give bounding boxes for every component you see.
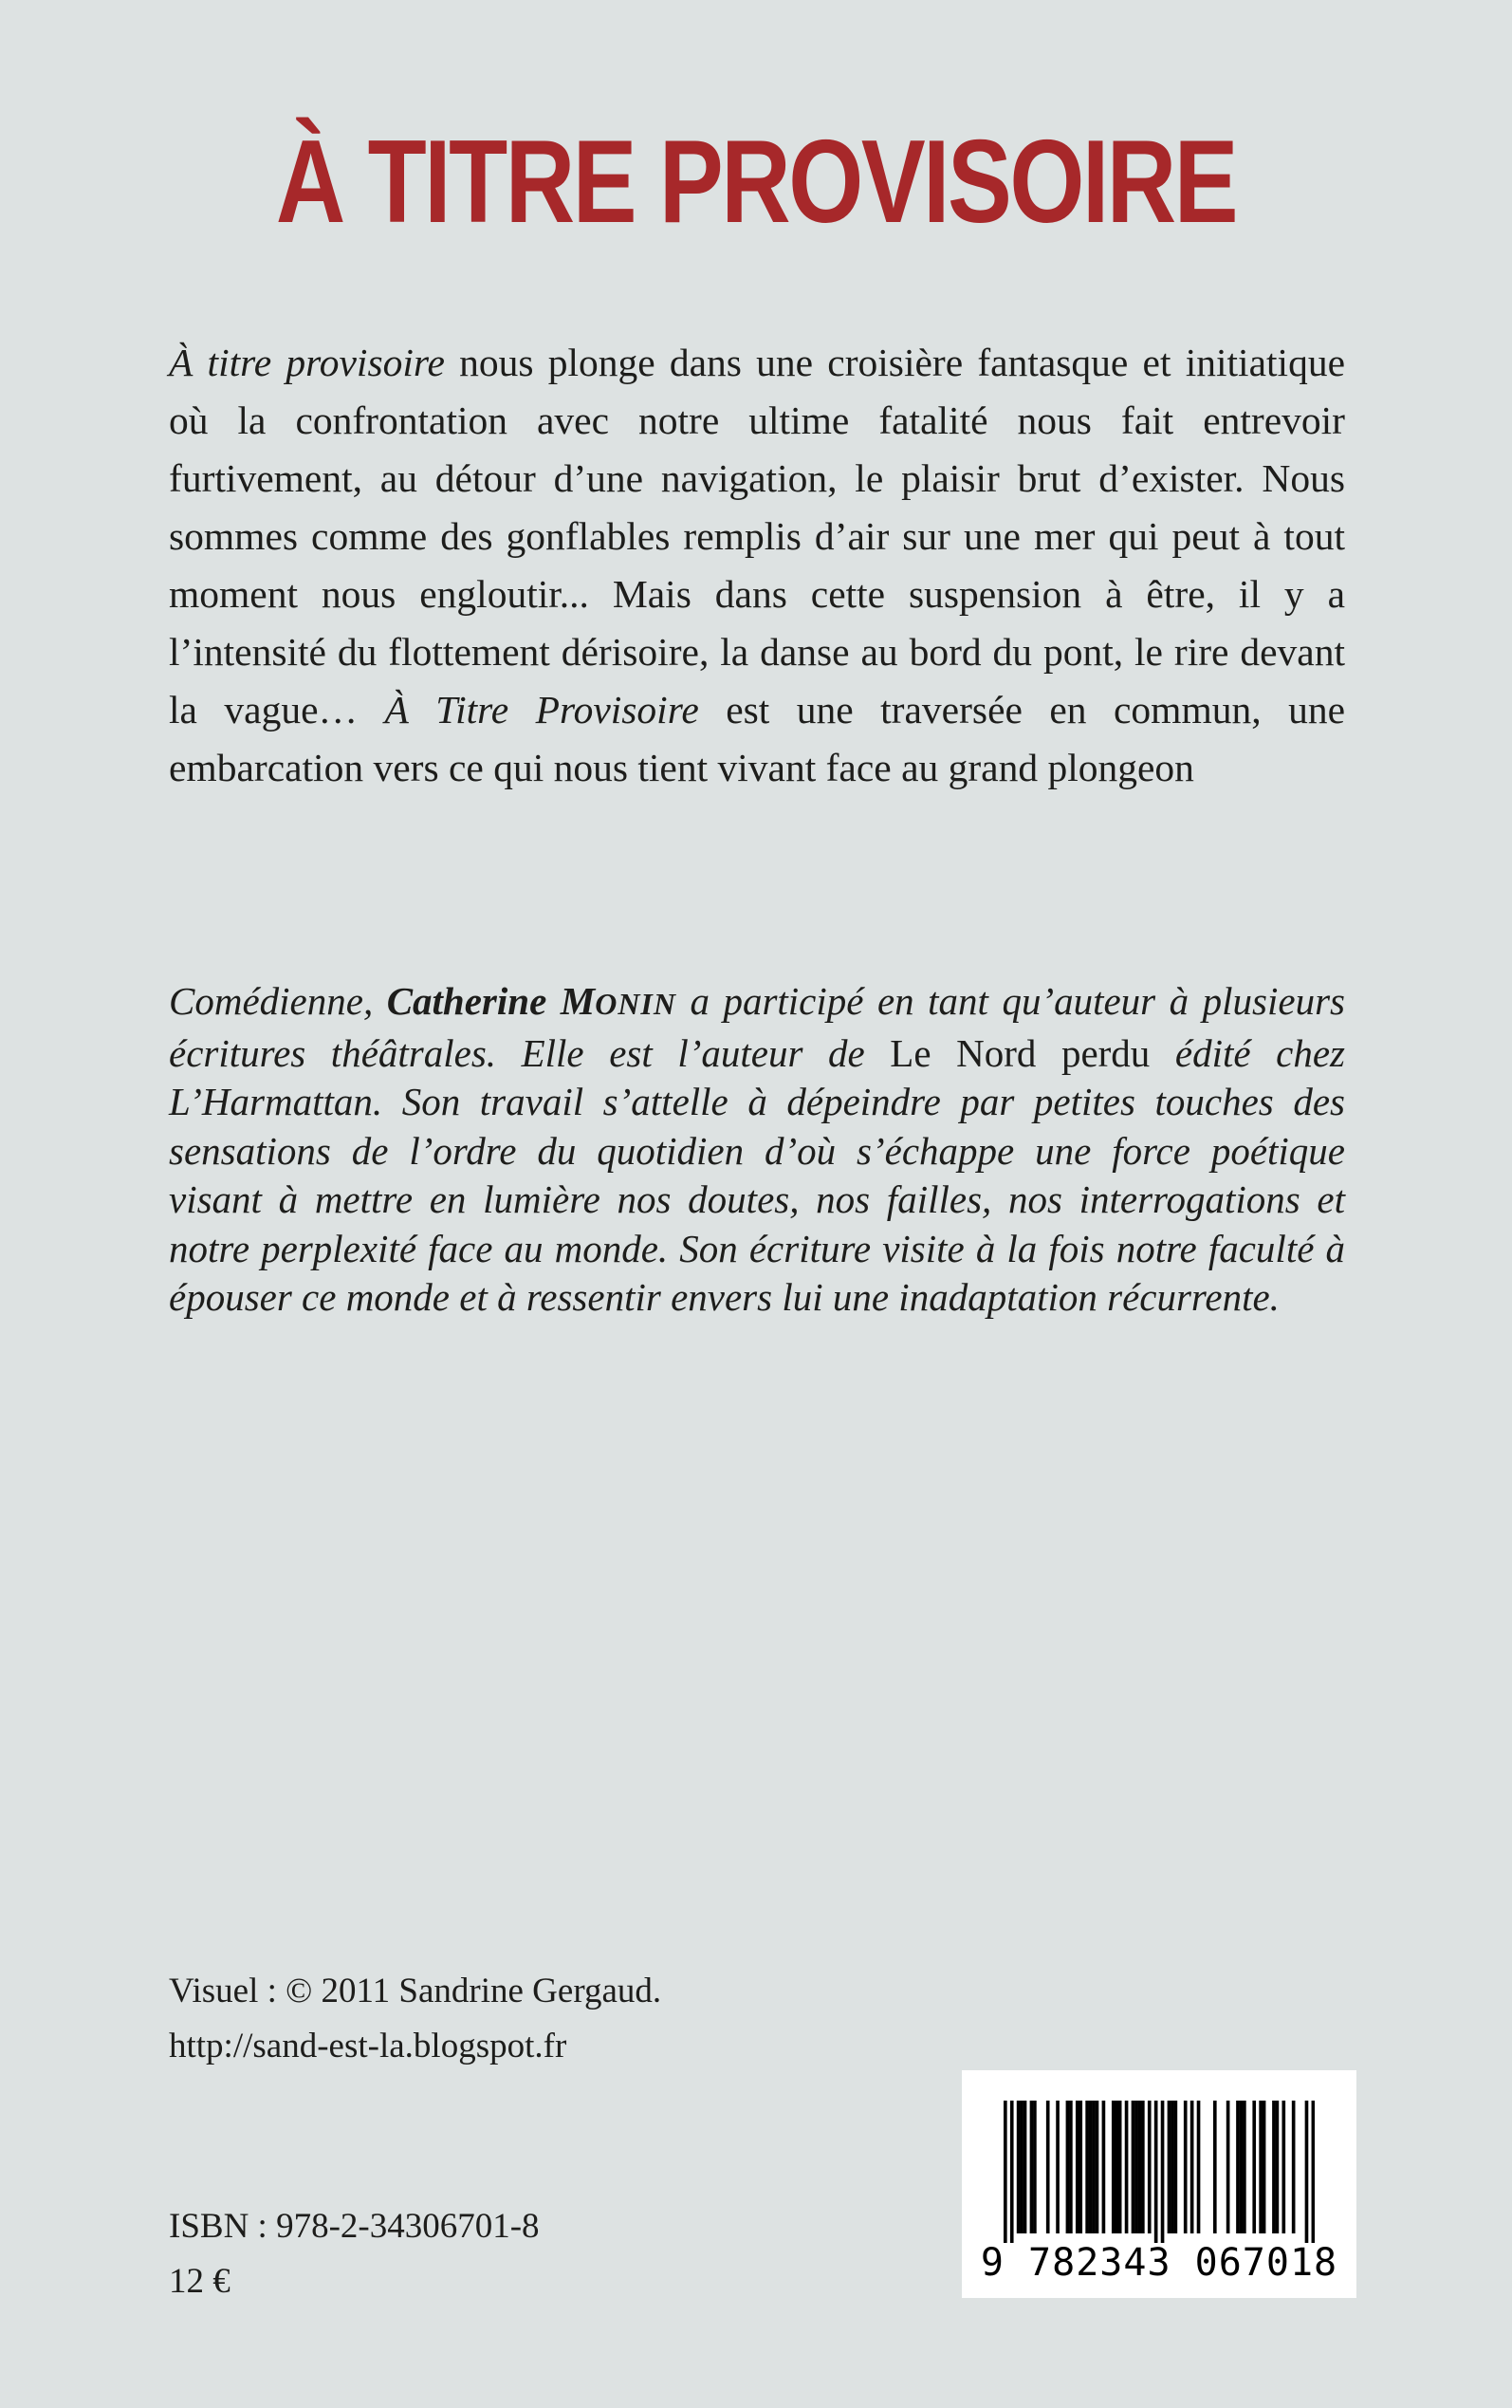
barcode-bar: [1033, 2101, 1037, 2233]
barcode-bar: [1132, 2101, 1135, 2233]
barcode-bar: [1069, 2101, 1073, 2233]
barcode-bar: [1004, 2101, 1007, 2243]
barcode-bar: [1141, 2101, 1145, 2233]
barcode-bar: [1276, 2101, 1280, 2233]
barcode-bar: [1056, 2101, 1060, 2233]
barcode-bar: [1092, 2101, 1096, 2233]
barcode-bar: [1102, 2101, 1106, 2233]
barcode-bar: [1138, 2101, 1142, 2233]
visual-credit: Visuel : © 2011 Sandrine Gergaud.: [169, 1972, 662, 2010]
author-bio-middle: a participé en tant qu’auteur à plusieurs écritures théâtrales. Elle est l’auteur de: [169, 979, 1345, 1075]
synopsis-title-italic-2: À Titre Provisoire: [384, 688, 699, 732]
author-bio-lead: Comédienne,: [169, 979, 387, 1023]
synopsis-title-italic: À titre provisoire: [169, 341, 445, 384]
barcode-bar: [1282, 2101, 1285, 2233]
author-surname-rest: ONIN: [595, 988, 676, 1021]
barcode-bar: [1312, 2101, 1315, 2243]
barcode-bar: [1085, 2101, 1089, 2233]
previous-book-title: Le Nord perdu: [890, 1030, 1151, 1075]
author-first-name: Catherine: [386, 979, 561, 1023]
barcode-bar: [1115, 2101, 1118, 2233]
author-bio-tail: édité chez L’Harmattan. Son travail s’attelle à dépeindre par petites touches des sensations de l’ordre du quotidien d’où s’échappe une force poétique visant à mettre en lumière nos doutes, nos failles, nos interrogations et notre perplexité face au monde. Son écriture visite à la fois notre faculté à épouser ce monde et à ressentir envers lui une inadaptation récurrente.: [169, 1030, 1346, 1319]
publication-info: [169, 2199, 540, 2309]
isbn-text: ISBN : 978-2-34306701-8: [169, 2207, 540, 2246]
price-text: 12 €: [169, 2262, 230, 2301]
barcode-bar: [1197, 2101, 1201, 2233]
barcode-bar: [1134, 2101, 1138, 2233]
image-credits: [169, 1964, 661, 2074]
author-surname-initial: M: [560, 979, 596, 1023]
barcode-bar: [1243, 2101, 1246, 2233]
barcode-bar: [1096, 2101, 1099, 2233]
barcode-bar: [1305, 2101, 1309, 2243]
synopsis-paragraph: [169, 334, 1345, 797]
barcode-bar: [1161, 2101, 1165, 2243]
barcode-bar: [1010, 2101, 1014, 2243]
barcode-bar: [1046, 2101, 1050, 2233]
credit-url: http://sand-est-la.blogspot.fr: [169, 2027, 567, 2065]
synopsis-text-1: nous plonge dans une croisière fantasque et initiatique où la confrontation avec notre ultime fatalité nous fait entrevoir furtivement, au détour d’une navigation, le plaisir brut d’exister. Nous sommes comme des gonflables remplis d’air sur une mer qui peut à tout moment nous engloutir... Mais dans cette suspension à être, il y a l’intensité du flottement dérisoire, la danse au bord du pont, le rire devant la vague…: [169, 341, 1345, 732]
author-name: [387, 979, 676, 1023]
barcode-bar: [1017, 2101, 1021, 2233]
barcode-bar: [1030, 2101, 1034, 2233]
barcode-bar: [1076, 2101, 1079, 2233]
barcode-bar: [1125, 2101, 1129, 2233]
barcode-bar: [1240, 2101, 1244, 2233]
barcode-bars: [1004, 2101, 1315, 2243]
barcode-bar: [1292, 2101, 1296, 2233]
barcode-bar: [1118, 2101, 1122, 2233]
barcode-bar: [1066, 2101, 1070, 2233]
synopsis-text-2: est une traversée en commun, une embarcation vers ce qui nous tient vivant face au grand plongeon: [169, 688, 1345, 789]
barcode-bar: [1154, 2101, 1158, 2243]
barcode-bar: [1174, 2101, 1178, 2233]
barcode-bar: [1236, 2101, 1240, 2233]
barcode: [962, 2070, 1356, 2298]
book-title: À TITRE PROVISOIRE: [275, 117, 1237, 248]
barcode-bar: [1190, 2101, 1194, 2233]
barcode-bar: [1263, 2101, 1266, 2233]
barcode-bar: [1171, 2101, 1174, 2233]
barcode-bar: [1168, 2101, 1171, 2233]
barcode-bar: [1023, 2101, 1027, 2233]
barcode-bar: [1020, 2101, 1023, 2233]
barcode-bar: [1089, 2101, 1093, 2233]
barcode-bar: [1148, 2101, 1152, 2233]
barcode-bar: [1226, 2101, 1230, 2233]
barcode-bar: [1184, 2101, 1188, 2233]
barcode-bar: [1259, 2101, 1263, 2233]
barcode-bar: [1079, 2101, 1082, 2233]
barcode-bar: [1112, 2101, 1116, 2233]
author-bio-paragraph: [169, 977, 1345, 1323]
barcode-bar: [1272, 2101, 1276, 2233]
barcode-bar: [1213, 2101, 1217, 2233]
barcode-digits: 9 782343 067018: [980, 2241, 1338, 2285]
barcode-bar: [1252, 2101, 1256, 2233]
